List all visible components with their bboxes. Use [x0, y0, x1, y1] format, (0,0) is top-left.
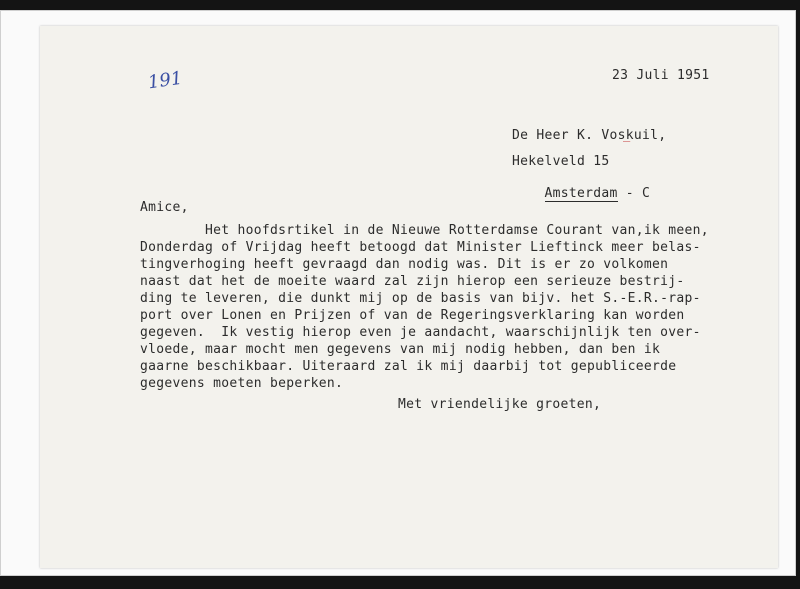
body-line: ding te leveren, die dunkt mij op de basis van bijv. het S.-E.R.-rap- — [140, 291, 701, 306]
body-line: port over Lonen en Prijzen of van de Regeringsverklaring kan worden — [140, 308, 685, 323]
recipient-city-suffix: - C — [617, 186, 651, 201]
recipient-name: De Heer K. Voskuil, — [512, 128, 667, 143]
body-line: vloede, maar mocht men gegevens van mij nodig hebben, dan ben ik — [140, 342, 661, 357]
body-line: gegevens moeten beperken. — [140, 376, 344, 391]
recipient-street: Hekelveld 15 — [512, 154, 610, 169]
salutation: Amice, — [140, 200, 189, 215]
recipient-city-line — [512, 171, 650, 216]
body-line: gegeven. Ik vestig hierop even je aandacht, waarschijnlijk ten over- — [140, 325, 701, 340]
body-line: naast dat het de moeite waard zal zijn hierop een serieuze bestrij- — [140, 274, 685, 289]
body-line: gaarne beschikbaar. Uiteraard zal ik mij daarbij tot gepubliceerde — [140, 359, 677, 374]
closing: Met vriendelijke groeten, — [398, 397, 602, 412]
red-underline-mark: ‾ — [623, 140, 631, 154]
recipient-city: Amsterdam — [544, 186, 618, 201]
letter-date: 23 Juli 1951 — [612, 68, 710, 83]
letter-sheet — [40, 26, 778, 568]
body-line: Het hoofdsrtikel in de Nieuwe Rotterdamse Courant van,ik meen, — [140, 223, 709, 238]
body-line: Donderdag of Vrijdag heeft betoogd dat Minister Lieftinck meer belas- — [140, 240, 701, 255]
handwritten-annotation: 191 — [146, 67, 184, 94]
body-line: tingverhoging heeft gevraagd dan nodig was. Dit is er zo volkomen — [140, 257, 669, 272]
